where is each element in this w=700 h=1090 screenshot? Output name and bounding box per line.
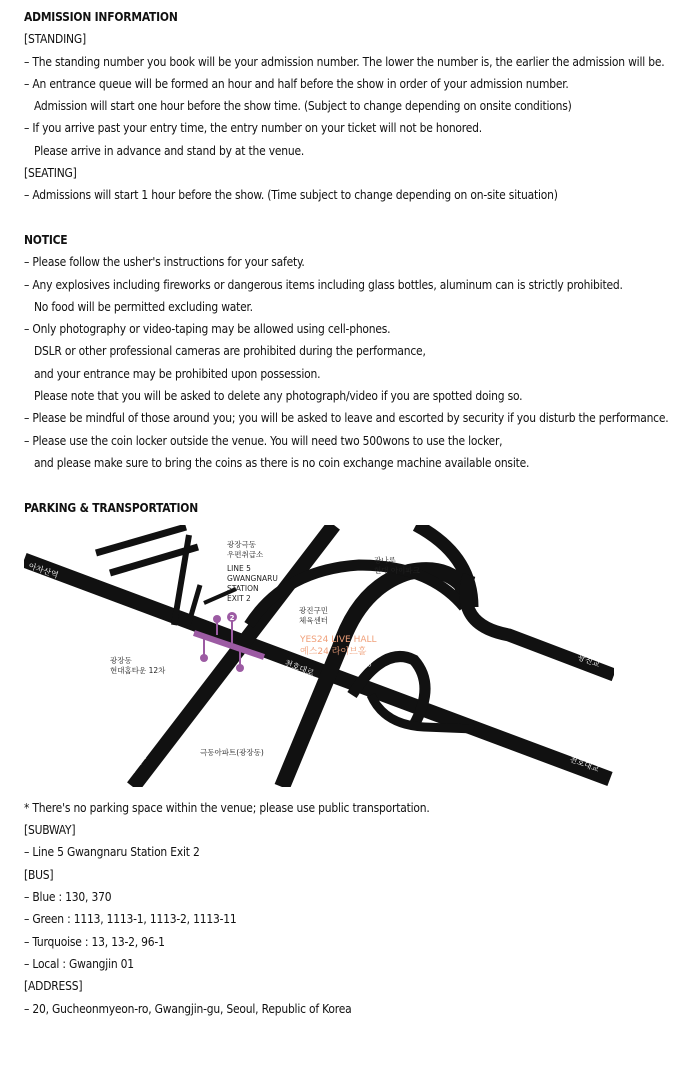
parking-heading: PARKING & TRANSPORTATION <box>24 500 198 515</box>
road-local-1 <box>96 527 186 553</box>
address-line: – 20, Gucheonmyeon-ro, Gwangjin-gu, Seoul, Republic of Korea <box>24 1001 352 1016</box>
map-label-station: LINE 5 <box>227 563 251 573</box>
bus-line: – Green : 1113, 1113-1, 1113-2, 1113-11 <box>24 912 237 927</box>
map-label-apartment: 극동아파트(광장동) <box>200 747 264 757</box>
notice-line: – Any explosives including fireworks or dangerous items including glass bottles, aluminum can is strictly prohibited. <box>24 277 623 292</box>
seating-line: – Admissions will start 1 hour before the show. (Time subject to change depending on on-site situation) <box>24 188 558 203</box>
notice-line: DSLR or other professional cameras are prohibited during the performance, <box>33 344 426 359</box>
bus-line: – Local : Gwangjin 01 <box>24 956 134 971</box>
notice-line: Please note that you will be asked to delete any photograph/video if you are spotted doing so. <box>33 389 523 404</box>
parking-note: * There's no parking space within the venue; please use public transportation. <box>24 800 430 815</box>
map-label-post-office: 우편취급소 <box>227 549 264 559</box>
standing-heading: [STANDING] <box>24 32 86 47</box>
venue-name-en: YES24 LIVE HALL <box>300 634 377 645</box>
station-exit-dot <box>236 664 244 672</box>
road-gangbyeon-upper <box>282 570 466 787</box>
map-label-station: GWANGNARU <box>227 573 278 583</box>
notice-line: – Please be mindful of those around you; you will be asked to leave and escorted by security if you disturb the performance. <box>24 411 669 426</box>
map-label-park: 현대 아이파크 <box>374 565 420 575</box>
standing-line: Admission will start one hour before the show time. (Subject to change depending on onsite conditions) <box>33 99 572 114</box>
bus-line: – Turquoise : 13, 13-2, 96-1 <box>24 934 165 949</box>
map-label-hyundai: 현대홈타운 12차 <box>110 665 166 675</box>
bus-heading: [BUS] <box>24 867 54 882</box>
standing-line: – The standing number you book will be your admission number. The lower the number is, the earlier the admission will be. <box>24 54 665 69</box>
road-label-cheonho: 천호대로 <box>283 658 316 678</box>
map-label-station: STATION <box>227 583 259 593</box>
standing-line: – An entrance queue will be formed an hour and half before the show in order of your admission number. <box>24 76 569 91</box>
notice-line: – Please follow the usher's instructions for your safety. <box>24 255 305 270</box>
notice-line: – Please use the coin locker outside the venue. You will need two 500wons to use the locker, <box>24 433 503 448</box>
venue-map <box>24 525 614 787</box>
notice-heading: NOTICE <box>24 232 68 247</box>
standing-line: Please arrive in advance and stand by at the venue. <box>33 143 305 158</box>
map-label-post-office: 광장극동 <box>227 539 256 549</box>
notice-line: – Only photography or video-taping may be allowed using cell-phones. <box>24 322 391 337</box>
venue-name-ko: 예스24 라이브홀 <box>300 646 367 657</box>
info-document <box>24 6 694 1020</box>
station-exit-dot <box>200 654 208 662</box>
map-label-park: 광나루 <box>374 555 396 565</box>
subway-line: – Line 5 Gwangnaru Station Exit 2 <box>24 845 200 860</box>
road-label-gui: 구의역 <box>126 752 148 777</box>
section-spacer <box>24 474 694 496</box>
seating-heading: [SEATING] <box>24 166 77 181</box>
map-label-station: EXIT 2 <box>227 593 251 603</box>
standing-line: – If you arrive past your entry time, the entry number on your ticket will not be honored. <box>24 121 482 136</box>
station-exit-dot <box>213 615 221 623</box>
admission-heading: ADMISSION INFORMATION <box>24 10 178 24</box>
bus-line: – Blue : 130, 370 <box>24 890 112 905</box>
map-label-center: 광진구민 <box>299 605 328 615</box>
map-label-hyundai: 광장동 <box>110 655 132 665</box>
address-heading: [ADDRESS] <box>24 979 83 994</box>
section-spacer <box>24 207 694 229</box>
road-label-cheonho-bridge: 천호대교 <box>568 754 601 774</box>
subway-heading: [SUBWAY] <box>24 823 76 838</box>
road-label-gwangjin-bridge: 광진교 <box>576 652 602 670</box>
road-label-gangbyeon: 강변북로 <box>361 638 386 670</box>
notice-line: and your entrance may be prohibited upon possession. <box>33 366 321 381</box>
exit-2-number: 2 <box>229 613 235 622</box>
road-label-acha: 아차산역 <box>27 561 60 580</box>
venue-map-graphic <box>24 525 614 787</box>
notice-line: and please make sure to bring the coins as there is no coin exchange machine available onsite. <box>33 455 530 470</box>
notice-line: No food will be permitted excluding water. <box>33 299 253 314</box>
map-label-center: 체육센터 <box>299 615 328 625</box>
